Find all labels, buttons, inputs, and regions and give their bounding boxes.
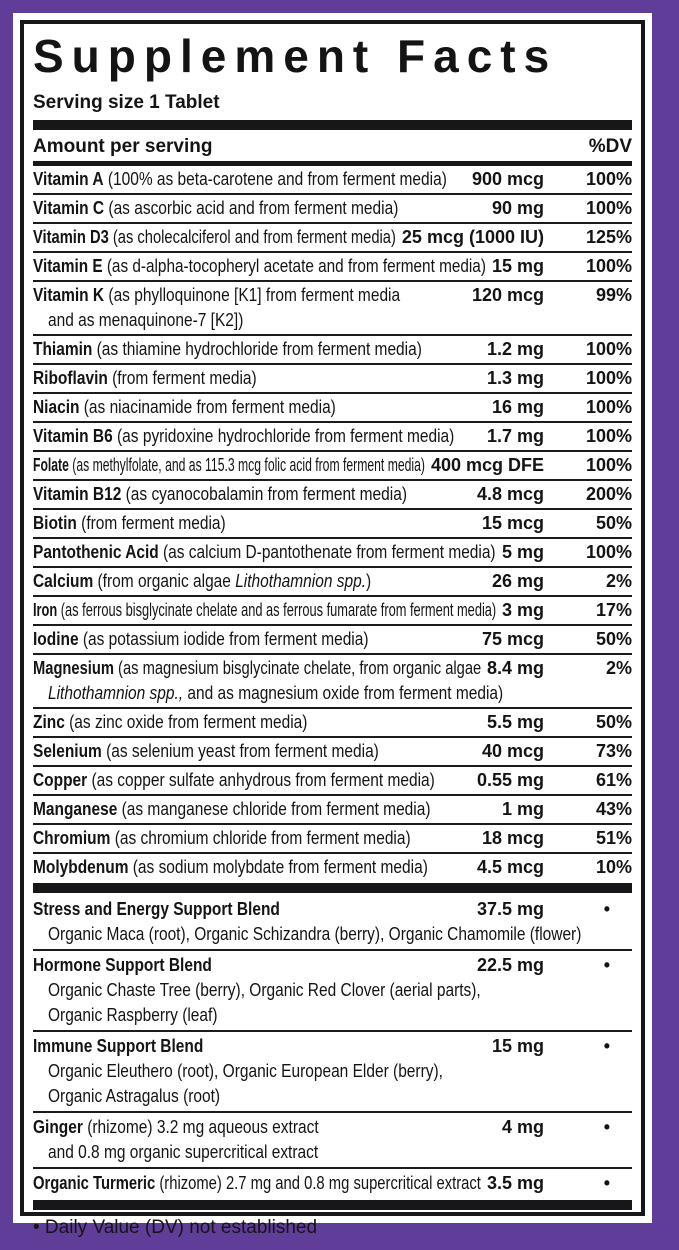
nutrient-row-vitamin-b12 xyxy=(33,479,632,508)
ingredient-description xyxy=(33,283,405,308)
ingredient-line xyxy=(33,225,632,250)
ingredient-description xyxy=(33,1115,431,1140)
ingredient-line xyxy=(33,424,632,449)
ingredient-line xyxy=(33,656,632,681)
ingredient-description xyxy=(48,978,550,1003)
ingredient-description xyxy=(33,337,422,362)
ingredient-detail: (as potassium iodide from ferment media) xyxy=(78,628,369,649)
ingredient-detail: (as niacinamide from ferment media) xyxy=(79,396,336,417)
ingredient-name: Molybdenum xyxy=(33,856,129,877)
amount-value: 18 mcg xyxy=(481,827,544,848)
ingredient-description xyxy=(48,308,550,333)
ingredient-description xyxy=(48,1140,550,1165)
amount-value: 4.5 mcg xyxy=(476,856,544,877)
nutrient-row-molybdenum xyxy=(33,852,632,881)
amount-value: 16 mg xyxy=(491,396,544,417)
daily-value-percent: 100% xyxy=(585,338,632,359)
ingredient-name: Pantothenic Acid xyxy=(33,541,159,562)
ingredient-name: Manganese xyxy=(33,798,118,819)
ingredient-name: Calcium xyxy=(33,570,94,591)
daily-value-percent: 50% xyxy=(595,628,632,649)
amount-value: 40 mcg xyxy=(481,740,544,761)
nutrient-row-thiamin xyxy=(33,334,632,363)
ingredient-name: Hormone Support Blend xyxy=(33,954,212,975)
ingredient-detail: (as thiamine hydrochloride from ferment media) xyxy=(92,338,422,359)
daily-value-percent: 100% xyxy=(585,425,632,446)
ingredient-detail: (as copper sulfate anhydrous from ferment media) xyxy=(87,769,435,790)
amount-value: 5 mg xyxy=(501,541,544,562)
ingredient-detail: Organic Eleuthero (root), Organic European Elder (berry), xyxy=(48,1060,443,1081)
amount-value: 75 mcg xyxy=(481,628,544,649)
nutrient-row-vitamin-k xyxy=(33,280,632,334)
ingredient-name: Folate xyxy=(33,454,69,475)
ingredient-description xyxy=(33,196,423,221)
ingredient-name: Vitamin C xyxy=(33,197,105,218)
supplement-facts-panel xyxy=(20,20,645,1238)
amount-value: 25 mcg (1000 IU) xyxy=(401,226,544,247)
ingredient-description xyxy=(33,569,423,594)
blend-table xyxy=(33,895,632,1198)
daily-value-percent: 17% xyxy=(595,599,632,620)
ingredient-description xyxy=(33,627,414,652)
ingredient-detail: (as cyanocobalamin from ferment media) xyxy=(121,483,407,504)
blend-row-stress-and-energy-support-blend xyxy=(33,895,632,949)
ingredient-detail: and as menaquinone-7 [K2]) xyxy=(48,309,244,330)
ingredient-detail: (as d-alpha-tocopheryl acetate and from ferment media) xyxy=(102,255,486,276)
ingredient-detail: Lithothamnion spp. xyxy=(235,570,367,591)
ingredient-detail: (from ferment media) xyxy=(107,367,257,388)
amount-value: 0.55 mg xyxy=(476,769,544,790)
amount-value: 15 mcg xyxy=(481,512,544,533)
daily-value-percent: 100% xyxy=(585,168,632,189)
ingredient-description xyxy=(48,1003,550,1028)
nutrient-row-biotin xyxy=(33,508,632,537)
nutrient-table xyxy=(33,166,632,881)
amount-value: 37.5 mg xyxy=(476,898,544,919)
nutrient-row-zinc xyxy=(33,707,632,736)
ingredient-name: Chromium xyxy=(33,827,111,848)
blend-row-ginger xyxy=(33,1111,632,1167)
daily-value-percent: 100% xyxy=(585,541,632,562)
ingredient-sub-line xyxy=(33,922,632,947)
ingredient-detail: (as cholecalciferol and from ferment media) xyxy=(108,226,396,247)
ingredient-description xyxy=(33,598,497,623)
thick-divider-top xyxy=(33,120,632,130)
daily-value-percent: 100% xyxy=(585,197,632,218)
nutrient-row-iron xyxy=(33,595,632,624)
ingredient-description xyxy=(33,897,410,922)
ingredient-name: Biotin xyxy=(33,512,77,533)
nutrient-row-manganese xyxy=(33,794,632,823)
nutrient-row-pantothenic-acid xyxy=(33,537,632,566)
daily-value-percent: 100% xyxy=(585,367,632,388)
ingredient-detail: (as manganese chloride from ferment media) xyxy=(117,798,431,819)
nutrient-row-magnesium xyxy=(33,653,632,707)
ingredient-sub-line xyxy=(33,1084,632,1109)
ingredient-description xyxy=(33,797,431,822)
ingredient-description xyxy=(33,254,486,279)
ingredient-detail: and as magnesium oxide from ferment media) xyxy=(183,682,504,703)
supplement-facts-title: Supplement Facts xyxy=(33,30,558,82)
ingredient-detail: Organic Raspberry (leaf) xyxy=(48,1004,218,1025)
nutrient-row-riboflavin xyxy=(33,363,632,392)
ingredient-line xyxy=(33,569,632,594)
amount-value: 15 mg xyxy=(491,255,544,276)
ingredient-description xyxy=(48,1059,550,1084)
ingredient-sub-line xyxy=(33,308,632,333)
amount-value: 15 mg xyxy=(491,1035,544,1056)
supplement-facts-card xyxy=(13,13,652,1238)
ingredient-line xyxy=(33,511,632,536)
column-header-row xyxy=(33,132,632,161)
ingredient-name: Vitamin K xyxy=(33,284,105,305)
ingredient-name: Ginger xyxy=(33,1116,83,1137)
amount-value: 900 mcg xyxy=(471,168,544,189)
ingredient-detail: (100% as beta-carotene and from ferment media) xyxy=(103,168,447,189)
ingredient-line xyxy=(33,254,632,279)
nutrient-row-iodine xyxy=(33,624,632,653)
dv-header: %DV xyxy=(588,135,632,157)
ingredient-name: Magnesium xyxy=(33,657,114,678)
ingredient-sub-line xyxy=(33,681,632,706)
ingredient-description xyxy=(33,540,496,565)
nutrient-row-chromium xyxy=(33,823,632,852)
daily-value-percent: 73% xyxy=(595,740,632,761)
daily-value-percent: 100% xyxy=(585,454,632,475)
amount-value: 26 mg xyxy=(491,570,544,591)
daily-value-footnote: • Daily Value (DV) not established xyxy=(33,1216,318,1238)
ingredient-name: Vitamin D3 xyxy=(33,226,109,247)
serving-size-text: Serving size 1 Tablet xyxy=(33,91,220,113)
ingredient-sub-line xyxy=(33,1140,632,1165)
ingredient-line xyxy=(33,366,632,391)
ingredient-description xyxy=(33,768,435,793)
ingredient-line xyxy=(33,196,632,221)
ingredient-name: Niacin xyxy=(33,396,80,417)
nutrient-row-niacin xyxy=(33,392,632,421)
daily-value-percent: 2% xyxy=(605,657,632,678)
daily-value-percent: 100% xyxy=(585,396,632,417)
ingredient-detail: (as phylloquinone [K1] from ferment media xyxy=(104,284,401,305)
daily-value-percent: 50% xyxy=(595,711,632,732)
ingredient-line xyxy=(33,627,632,652)
ingredient-detail: (from organic algae xyxy=(93,570,236,591)
ingredient-description xyxy=(48,681,550,706)
thick-divider-blends xyxy=(33,883,632,893)
ingredient-description xyxy=(33,710,418,735)
ingredient-detail: (rhizome) 3.2 mg aqueous extract xyxy=(82,1116,319,1137)
ingredient-detail: (as calcium D-pantothenate from ferment media) xyxy=(158,541,496,562)
amount-value: 1.3 mg xyxy=(486,367,544,388)
ingredient-name: Vitamin B12 xyxy=(33,483,122,504)
ingredient-line xyxy=(33,1115,632,1140)
amount-value: 3.5 mg xyxy=(486,1172,544,1193)
thick-divider-footnote xyxy=(33,1200,632,1210)
ingredient-sub-line xyxy=(33,1059,632,1084)
amount-value: 5.5 mg xyxy=(486,711,544,732)
daily-value-percent: • xyxy=(603,1035,610,1056)
ingredient-line xyxy=(33,283,632,308)
blend-row-organic-turmeric xyxy=(33,1167,632,1198)
ingredient-line xyxy=(33,1034,632,1059)
ingredient-name: Vitamin B6 xyxy=(33,425,113,446)
daily-value-percent: • xyxy=(603,1116,610,1137)
daily-value-percent: 2% xyxy=(605,570,632,591)
ingredient-detail: (as pyridoxine hydrochloride from ferment media) xyxy=(112,425,455,446)
ingredient-detail: Lithothamnion spp., xyxy=(48,682,184,703)
ingredient-line xyxy=(33,1171,632,1196)
nutrient-row-vitamin-d3 xyxy=(33,222,632,251)
ingredient-name: Stress and Energy Support Blend xyxy=(33,898,280,919)
ingredient-line xyxy=(33,482,632,507)
ingredient-description xyxy=(33,739,414,764)
ingredient-description xyxy=(33,482,410,507)
ingredient-line xyxy=(33,855,632,880)
ingredient-detail: (rhizome) 2.7 mg and 0.8 mg supercritical extract xyxy=(155,1172,481,1193)
ingredient-name: Thiamin xyxy=(33,338,93,359)
ingredient-name: Selenium xyxy=(33,740,102,761)
nutrient-row-vitamin-a xyxy=(33,166,632,193)
daily-value-percent: 200% xyxy=(585,483,632,504)
ingredient-detail: (from ferment media) xyxy=(76,512,226,533)
amount-value: 400 mcg DFE xyxy=(430,454,544,475)
ingredient-detail: Organic Chaste Tree (berry), Organic Red Clover (aerial parts), xyxy=(48,979,481,1000)
amount-value: 120 mcg xyxy=(471,284,544,305)
nutrient-row-vitamin-e xyxy=(33,251,632,280)
ingredient-line xyxy=(33,797,632,822)
nutrient-row-folate xyxy=(33,450,632,479)
ingredient-line xyxy=(33,337,632,362)
ingredient-line xyxy=(33,826,632,851)
ingredient-description xyxy=(33,1171,481,1196)
amount-value: 3 mg xyxy=(501,599,544,620)
ingredient-name: Organic Turmeric xyxy=(33,1172,156,1193)
ingredient-description xyxy=(33,225,396,250)
ingredient-line xyxy=(33,739,632,764)
ingredient-line xyxy=(33,710,632,735)
ingredient-name: Iron xyxy=(33,599,58,620)
ingredient-detail: Organic Maca (root), Organic Schizandra (berry), Organic Chamomile (flower) xyxy=(48,923,582,944)
nutrient-row-copper xyxy=(33,765,632,794)
daily-value-percent: 61% xyxy=(595,769,632,790)
amount-value: 90 mg xyxy=(491,197,544,218)
ingredient-name: Immune Support Blend xyxy=(33,1035,204,1056)
ingredient-detail: (as chromium chloride from ferment media) xyxy=(110,827,411,848)
amount-value: 4.8 mcg xyxy=(476,483,544,504)
daily-value-percent: 51% xyxy=(595,827,632,848)
ingredient-description xyxy=(33,395,423,420)
ingredient-name: Vitamin A xyxy=(33,168,104,189)
ingredient-description xyxy=(48,922,582,947)
ingredient-description xyxy=(33,1034,423,1059)
ingredient-description xyxy=(33,953,410,978)
ingredient-detail: (as sodium molybdate from ferment media) xyxy=(128,856,428,877)
ingredient-line xyxy=(33,598,632,623)
ingredient-line xyxy=(33,897,632,922)
daily-value-percent: 99% xyxy=(595,284,632,305)
nutrient-row-vitamin-b6 xyxy=(33,421,632,450)
ingredient-description xyxy=(33,453,425,478)
ingredient-line xyxy=(33,768,632,793)
daily-value-percent: 10% xyxy=(595,856,632,877)
blend-row-hormone-support-blend xyxy=(33,949,632,1030)
amount-value: 1 mg xyxy=(501,798,544,819)
amount-value: 1.2 mg xyxy=(486,338,544,359)
ingredient-detail: ) xyxy=(366,570,372,591)
ingredient-name: Copper xyxy=(33,769,88,790)
ingredient-line xyxy=(33,540,632,565)
ingredient-detail: (as zinc oxide from ferment media) xyxy=(64,711,308,732)
ingredient-line xyxy=(33,953,632,978)
ingredient-sub-line xyxy=(33,978,632,1003)
ingredient-line xyxy=(33,167,632,192)
ingredient-description xyxy=(33,826,414,851)
ingredient-description xyxy=(33,656,482,681)
ingredient-name: Zinc xyxy=(33,711,65,732)
nutrient-row-calcium xyxy=(33,566,632,595)
amount-value: 22.5 mg xyxy=(476,954,544,975)
ingredient-detail: (as ferrous bisglycinate chelate and as ferrous fumarate from ferment media) xyxy=(57,599,497,620)
ingredient-description xyxy=(48,1084,550,1109)
blend-row-immune-support-blend xyxy=(33,1030,632,1111)
ingredient-description xyxy=(33,855,428,880)
ingredient-description xyxy=(33,424,455,449)
ingredient-detail: Organic Astragalus (root) xyxy=(48,1085,221,1106)
ingredient-line xyxy=(33,395,632,420)
nutrient-row-vitamin-c xyxy=(33,193,632,222)
daily-value-percent: 50% xyxy=(595,512,632,533)
ingredient-detail: (as ascorbic acid and from ferment media) xyxy=(104,197,399,218)
ingredient-description xyxy=(33,167,447,192)
ingredient-detail: (as magnesium bisglycinate chelate, from organic algae xyxy=(113,657,482,678)
daily-value-percent: 125% xyxy=(585,226,632,247)
daily-value-percent: 100% xyxy=(585,255,632,276)
nutrient-row-selenium xyxy=(33,736,632,765)
ingredient-name: Iodine xyxy=(33,628,79,649)
daily-value-percent: 43% xyxy=(595,798,632,819)
ingredient-detail: (as methylfolate, and as 115.3 mcg folic acid from ferment media) xyxy=(68,454,425,475)
ingredient-detail: and 0.8 mg organic supercritical extract xyxy=(48,1141,319,1162)
daily-value-percent: • xyxy=(603,1172,610,1193)
daily-value-percent: • xyxy=(603,898,610,919)
ingredient-description xyxy=(33,511,414,536)
ingredient-name: Vitamin E xyxy=(33,255,103,276)
ingredient-detail: (as selenium yeast from ferment media) xyxy=(101,740,379,761)
ingredient-name: Riboflavin xyxy=(33,367,108,388)
daily-value-percent: • xyxy=(603,954,610,975)
amount-value: 1.7 mg xyxy=(486,425,544,446)
ingredient-sub-line xyxy=(33,1003,632,1028)
ingredient-description xyxy=(33,366,418,391)
amount-per-serving-header: Amount per serving xyxy=(33,135,213,157)
amount-value: 8.4 mg xyxy=(486,657,544,678)
ingredient-line xyxy=(33,453,632,478)
amount-value: 4 mg xyxy=(501,1116,544,1137)
